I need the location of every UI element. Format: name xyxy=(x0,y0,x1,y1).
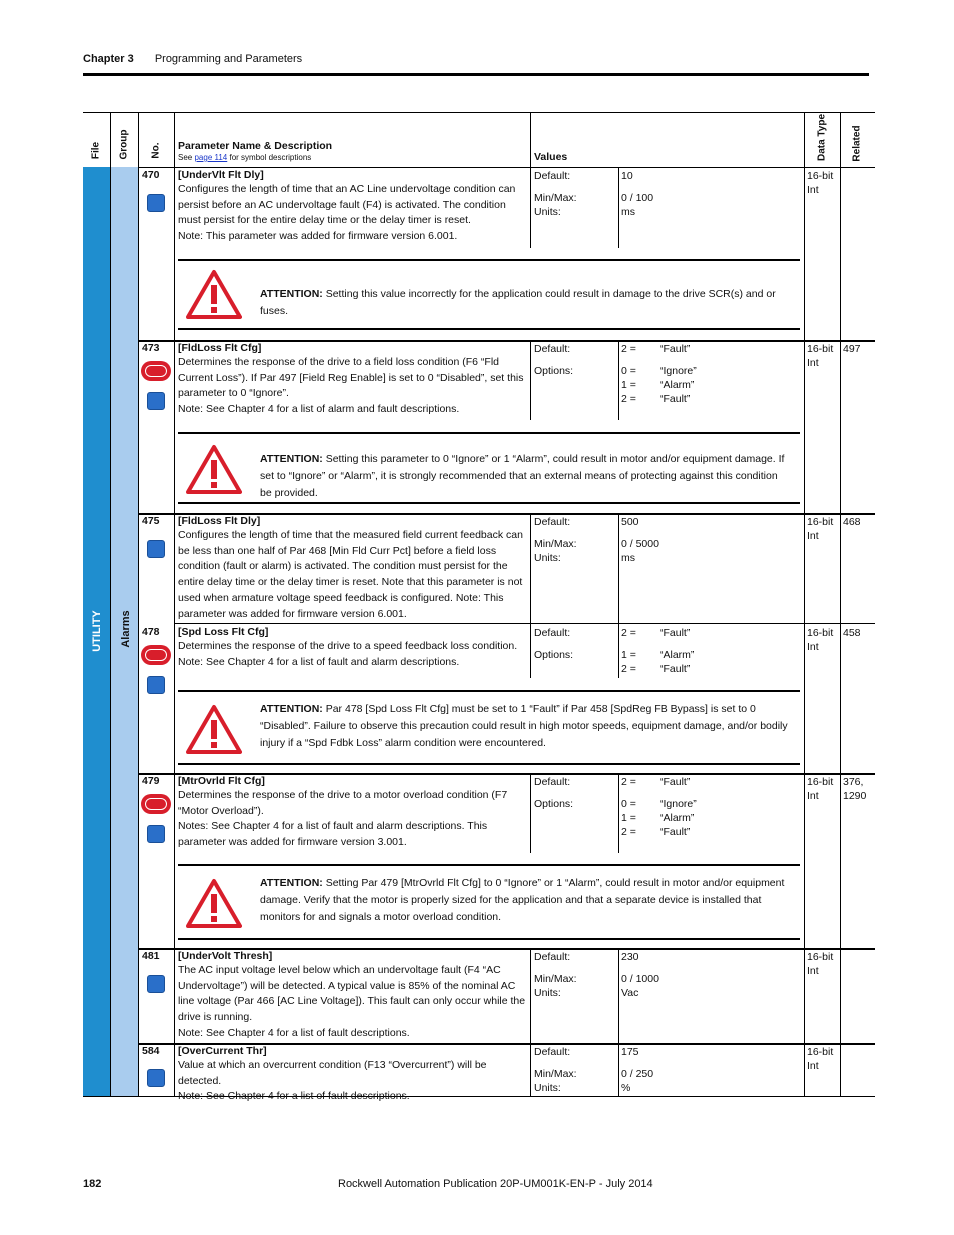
param-name: [OverCurrent Thr] xyxy=(178,1045,267,1057)
attention-label: ATTENTION: xyxy=(260,703,323,715)
default-label: Default: xyxy=(534,951,571,963)
related: 376, 1290 xyxy=(843,776,867,802)
warning-triangle-icon xyxy=(186,878,242,928)
param-desc: Configures the length of time that an AC Line undervoltage condition can persist before an AC undervoltage fault (F4) is activated. The condition must persist for the entire delay time or the delay timer is reset. Note: This parameter was added for firmware version 6.001. xyxy=(178,183,516,243)
page-header xyxy=(83,53,302,65)
attention-text xyxy=(260,286,790,320)
col-divider xyxy=(618,948,619,1097)
minmax-label: Min/Max: xyxy=(534,538,577,550)
minmax-label: Min/Max: xyxy=(534,973,577,985)
col-divider xyxy=(618,773,619,853)
warning-triangle-icon xyxy=(186,704,242,754)
options-label: Options: xyxy=(534,649,574,661)
stop-drive-icon xyxy=(141,361,171,381)
param-desc: Determines the response of the drive to a speed feedback loss condition. Note: See Chapter 4 for a list of fault and alarm descriptions. xyxy=(178,640,518,668)
page-link[interactable]: page 114 xyxy=(194,153,228,162)
param-no: 478 xyxy=(142,626,160,638)
col-divider xyxy=(530,340,531,420)
data-type: 16-bit Int xyxy=(807,627,834,653)
param-name: [UnderVolt Thresh] xyxy=(178,950,273,962)
attention-label: ATTENTION: xyxy=(260,877,323,889)
stop-drive-icon xyxy=(141,645,171,665)
chapter-title: Programming and Parameters xyxy=(154,53,303,65)
param-name: [MtrOvrld Flt Cfg] xyxy=(178,775,265,787)
param-name: [UnderVlt Flt Dly] xyxy=(178,169,264,181)
attention-message: Setting this value incorrectly for the application could result in damage to the drive SCR(s) and or fuses. xyxy=(260,288,776,317)
param-no: 470 xyxy=(142,169,160,181)
param-desc: The AC input voltage level below which an undervoltage fault (F4 “AC Undervoltage”) will be detected. A typical value is 85% of the nominal AC line voltage (Par 466 [AC Line Voltage]). This fault can only occur while the drive is running. Note: See Chapter 4 for a list of fault descriptions. xyxy=(178,964,526,1039)
default-value: 500 xyxy=(621,516,639,528)
default-label: Default: xyxy=(534,1046,571,1058)
header-rule xyxy=(83,73,869,76)
col-divider xyxy=(530,513,531,678)
col-data-type: Data Type xyxy=(816,113,828,162)
default-label: Default: xyxy=(534,776,571,788)
symbol-note xyxy=(178,153,311,163)
related: 468 xyxy=(843,516,861,528)
default-value: 175 xyxy=(621,1046,639,1058)
warning-triangle-icon xyxy=(186,444,242,494)
param-desc: Determines the response of the drive to a motor overload condition (F7 “Motor Overload”). Notes: See Chapter 4 for a list of fault and alarm descriptions. This parameter was added for firmware version 3.001. xyxy=(178,789,508,849)
default-num: 2 = xyxy=(621,343,636,355)
option-nums: 0 = 1 = 2 = xyxy=(621,365,636,405)
minmax-value: 0 / 1000 xyxy=(621,973,659,985)
units-value: ms xyxy=(621,552,635,564)
default-label: Default: xyxy=(534,170,571,182)
col-divider xyxy=(618,340,619,420)
units-label: Units: xyxy=(534,206,561,218)
attention-message: Setting Par 479 [MtrOvrld Flt Cfg] to 0 “Ignore” or 1 “Alarm”, could result in motor and/or equipment damage. Verify that the motor is properly sized for the application and that a separate device is installed that monitors for and signals a motor overload condition. xyxy=(260,877,785,923)
param-no: 475 xyxy=(142,515,160,527)
group-label: Alarms xyxy=(120,610,132,648)
attention-text xyxy=(260,451,790,502)
param-desc: Value at which an overcurrent condition (F13 “Overcurrent”) will be detected. Note: See Chapter 4 for a list of fault descriptions. xyxy=(178,1059,487,1103)
col-divider xyxy=(530,773,531,853)
minmax-label: Min/Max: xyxy=(534,192,577,204)
minmax-label: Min/Max: xyxy=(534,1068,577,1080)
param-no: 584 xyxy=(142,1045,160,1057)
default-num: 2 = xyxy=(621,776,636,788)
default-label: Default: xyxy=(534,627,571,639)
col-no: No. xyxy=(150,142,162,159)
col-divider xyxy=(530,112,531,248)
units-value: Vac xyxy=(621,987,639,999)
symbol-note-suffix: for symbol descriptions xyxy=(227,153,312,162)
data-type: 16-bit Int xyxy=(807,776,834,802)
option-nums: 0 = 1 = 2 = xyxy=(621,798,636,838)
parameter-access-icon xyxy=(147,194,165,212)
publication-info: Rockwell Automation Publication 20P-UM001K-EN-P - July 2014 xyxy=(338,1178,653,1190)
default-value: 230 xyxy=(621,951,639,963)
page-number: 182 xyxy=(83,1178,102,1190)
related: 497 xyxy=(843,343,861,355)
param-name: [FldLoss Flt Cfg] xyxy=(178,342,262,354)
default-label: Default: xyxy=(534,516,571,528)
attention-text xyxy=(260,875,790,926)
col-divider xyxy=(618,513,619,678)
minmax-value: 0 / 250 xyxy=(621,1068,654,1080)
attention-label: ATTENTION: xyxy=(260,453,323,465)
col-related: Related xyxy=(851,125,863,162)
attention-text xyxy=(260,701,790,752)
option-texts: “Alarm” “Fault” xyxy=(660,649,695,675)
option-texts: “Ignore” “Alarm” “Fault” xyxy=(660,365,697,405)
attention-box xyxy=(178,864,800,940)
row-rule xyxy=(174,623,875,624)
param-desc: Determines the response of the drive to a field loss condition (F6 “Fld Current Loss”). If Par 497 [Field Reg Enable] is set to 0 “Disabled”, set this parameter to 0 “Ignore”. Note: See Chapter 4 for a list of alarm and fault descriptions. xyxy=(178,356,524,416)
attention-label: ATTENTION: xyxy=(260,288,323,300)
symbol-note-prefix: See xyxy=(178,153,195,162)
parameter-access-icon xyxy=(147,975,165,993)
param-desc: Configures the length of time that the measured field current feedback can be less than one half of Par 468 [Min Fld Curr Pct] before a field loss condition (fault or alarm) is activated. The condition must persist for the entire delay time or the delay timer is reset. Note that this parameter is not used when armature voltage speed feedback is configured. Note: This parameter was added for firmware version 6.001. xyxy=(178,529,523,620)
related: 458 xyxy=(843,627,861,639)
units-label: Units: xyxy=(534,552,561,564)
units-value: ms xyxy=(621,206,635,218)
default-value: 10 xyxy=(621,170,633,182)
options-label: Options: xyxy=(534,365,574,377)
col-divider xyxy=(110,112,111,1097)
col-divider xyxy=(530,948,531,1097)
param-name: [FldLoss Flt Dly] xyxy=(178,515,261,527)
option-texts: “Ignore” “Alarm” “Fault” xyxy=(660,798,697,838)
parameter-access-icon xyxy=(147,1069,165,1087)
col-divider xyxy=(618,167,619,248)
parameter-access-icon xyxy=(147,676,165,694)
minmax-value: 0 / 5000 xyxy=(621,538,659,550)
warning-triangle-icon xyxy=(186,269,242,319)
attention-message: Par 478 [Spd Loss Flt Cfg] must be set to 1 “Fault” if Par 458 [SpdReg FB Bypass] is set to 0 “Disabled”. Failure to observe this precaution could result in high motor speeds, equipment damage, and/or bodily injury if a “Spd Fdbk Loss” alarm condition were encountered. xyxy=(260,703,788,749)
param-no: 481 xyxy=(142,950,160,962)
attention-box xyxy=(178,259,800,330)
data-type: 16-bit Int xyxy=(807,951,834,977)
default-text: “Fault” xyxy=(660,343,691,355)
default-label: Default: xyxy=(534,343,571,355)
parameter-access-icon xyxy=(147,392,165,410)
stop-drive-icon xyxy=(141,794,171,814)
table-top-rule xyxy=(83,112,875,113)
chapter-label: Chapter 3 xyxy=(83,53,134,65)
default-num: 2 = xyxy=(621,627,636,639)
col-file: File xyxy=(90,141,102,160)
default-text: “Fault” xyxy=(660,627,691,639)
param-no: 473 xyxy=(142,342,160,354)
file-label: UTILITY xyxy=(91,610,103,652)
data-type: 16-bit Int xyxy=(807,516,834,542)
parameter-access-icon xyxy=(147,540,165,558)
col-group: Group xyxy=(118,129,130,160)
attention-box xyxy=(178,690,800,765)
parameter-access-icon xyxy=(147,825,165,843)
data-type: 16-bit Int xyxy=(807,343,834,369)
param-name: [Spd Loss Flt Cfg] xyxy=(178,626,269,638)
data-type: 16-bit Int xyxy=(807,170,834,196)
attention-message: Setting this parameter to 0 “Ignore” or 1 “Alarm”, could result in motor and/or equipment damage. If set to “Ignore” or “Alarm”, it is strongly recommended that an external means of protecting against this condition be provided. xyxy=(260,453,785,499)
col-name-desc: Parameter Name & Description xyxy=(178,140,333,152)
minmax-value: 0 / 100 xyxy=(621,192,654,204)
default-text: “Fault” xyxy=(660,776,691,788)
units-value: % xyxy=(621,1082,631,1094)
data-type: 16-bit Int xyxy=(807,1046,834,1072)
col-values: Values xyxy=(534,151,568,163)
units-label: Units: xyxy=(534,987,561,999)
param-no: 479 xyxy=(142,775,160,787)
attention-box xyxy=(178,432,800,504)
option-nums: 1 = 2 = xyxy=(621,649,636,675)
units-label: Units: xyxy=(534,1082,561,1094)
options-label: Options: xyxy=(534,798,574,810)
